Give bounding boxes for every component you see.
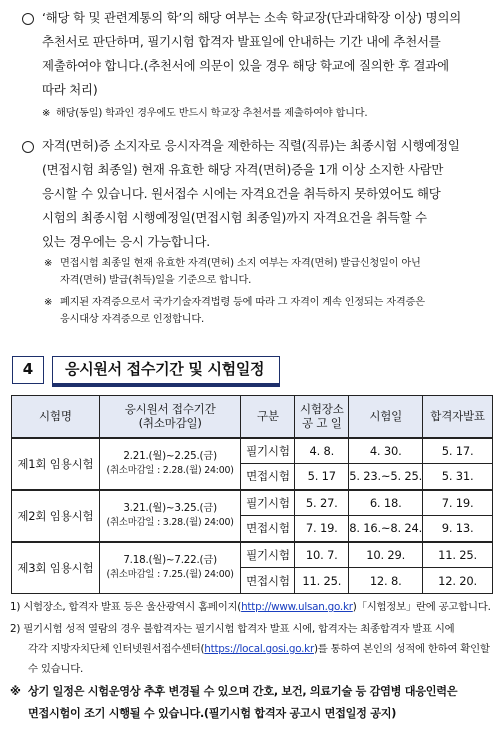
warning-line2: 면접시험이 조기 시행될 수 있습니다.(필기시험 합격자 공고시 면접일정 공지) (28, 707, 397, 720)
announce-cell: 11. 25. (295, 568, 349, 594)
footnote-2-line3: 수 있습니다. (28, 663, 84, 675)
section-title: 응시원서 접수기간 및 시험일정 (52, 356, 280, 384)
footnote-1 (10, 600, 491, 615)
header-result: 합격자발표 (423, 396, 493, 438)
cancel-text: (취소마감일 : 3.28.(월) 24:00) (106, 517, 234, 528)
result-cell: 5. 31. (423, 464, 493, 490)
exam-date-cell: 10. 29. (349, 542, 423, 568)
warning-line1: 상기 일정은 시험운영상 추후 변경될 수 있으며 간호, 보건, 의료기술 등 감염병 대응인력은 (28, 685, 458, 698)
schedule-table (11, 395, 493, 594)
type-cell: 면접시험 (241, 464, 295, 490)
result-cell: 11. 25. (423, 542, 493, 568)
result-cell: 9. 13. (423, 516, 493, 542)
exam-date-cell: 5. 23.~5. 25. (349, 464, 423, 490)
para1-line-3: 제출하여야 합니다.(추천서에 의문이 있을 경우 해당 학교에 질의한 후 결과에 (42, 58, 449, 73)
header-announce-line2: 공 고 일 (301, 416, 342, 431)
exam-date-cell: 8. 16.~8. 24. (349, 516, 423, 542)
announce-cell: 7. 19. (295, 516, 349, 542)
header-type: 구분 (241, 396, 295, 438)
result-cell: 5. 17. (423, 438, 493, 464)
exam-name-cell: 제2회 임용시험 (12, 490, 100, 542)
note-mark: ※ (44, 297, 53, 308)
announce-cell: 5. 17 (295, 464, 349, 490)
header-announce (295, 396, 349, 438)
type-cell: 필기시험 (241, 490, 295, 516)
announce-cell: 4. 8. (295, 438, 349, 464)
header-announce-line1: 시험장소 (299, 402, 344, 417)
para2-line-4: 시험의 최종시험 시행예정일(면접시험 최종일)까지 자격요건을 취득할 수 (42, 210, 427, 225)
para2-note1-line2: 자격(면허) 발급(취득)일을 기준으로 합니다. (60, 275, 252, 286)
table-header-row (12, 396, 493, 438)
type-cell: 면접시험 (241, 516, 295, 542)
exam-date-cell: 12. 8. (349, 568, 423, 594)
header-period-line1: 응시원서 접수기간 (124, 402, 216, 417)
para1-line-2: 추천서로 판단하며, 필기시험 합격자 발표일에 안내하는 기간 내에 추천서를 (42, 34, 441, 49)
type-cell: 필기시험 (241, 438, 295, 464)
header-exam: 시험명 (12, 396, 100, 438)
note-mark: ※ (44, 258, 53, 269)
type-cell: 필기시험 (241, 542, 295, 568)
result-cell: 7. 19. (423, 490, 493, 516)
footnote-1-suffix: )「시험정보」란에 공고합니다. (352, 601, 491, 613)
para1-note: 해당(동일) 학과인 경우에도 반드시 학교장 추천서를 제출하여야 합니다. (56, 108, 368, 119)
footnote-2-line1: 2) 필기시험 성적 열람의 경우 불합격자는 필기시험 합격자 발표 시에, 합격자는 최종합격자 발표 시에 (10, 623, 455, 635)
period-cell (99, 490, 241, 542)
period-cell (99, 438, 241, 490)
note-mark: ※ (42, 108, 51, 119)
type-cell: 면접시험 (241, 568, 295, 594)
footnote-1-prefix: 1) 시험장소, 합격자 발표 등은 울산광역시 홈페이지( (10, 601, 242, 613)
para1-line-1: ‘해당 학 및 관련계통의 학’의 해당 여부는 소속 학교장(단과대학장 이상) 명의의 (42, 10, 461, 25)
section-underline (52, 384, 280, 387)
para2-line-2: (면접시험 최종일) 현재 유효한 해당 자격(면허)증을 1개 이상 소지한 사람만 (42, 162, 444, 177)
exam-name-cell: 제3회 임용시험 (12, 542, 100, 594)
para1-line-4: 따라 처리) (42, 82, 98, 97)
footnote-2-line2 (28, 642, 490, 657)
period-text: 3.21.(월)~3.25.(금) (123, 502, 217, 514)
table-row (12, 438, 493, 464)
footnote-2-suffix: )를 통하여 본인의 성적에 한하여 확인할 (313, 643, 490, 655)
exam-date-cell: 6. 18. (349, 490, 423, 516)
footnote-2-prefix: 각각 지방자치단체 인터넷원서접수센터( (28, 643, 205, 655)
cancel-text: (취소마감일 : 2.28.(월) 24:00) (106, 465, 234, 476)
ulsan-homepage-link[interactable]: http://www.ulsan.go.kr (241, 601, 353, 613)
header-period (99, 396, 241, 438)
period-text: 2.21.(월)~2.25.(금) (123, 450, 217, 462)
exam-date-cell: 4. 30. (349, 438, 423, 464)
para2-line-1: 자격(면허)증 소지자로 응시자격을 제한하는 직렬(직류)는 최종시험 시행예정일 (42, 138, 460, 153)
cancel-text: (취소마감일 : 7.25.(월) 24:00) (106, 569, 234, 581)
announce-cell: 5. 27. (295, 490, 349, 516)
announce-cell: 10. 7. (295, 542, 349, 568)
header-exam-date: 시험일 (349, 396, 423, 438)
gosi-link[interactable]: https://local.gosi.go.kr (204, 643, 314, 655)
para2-line-5: 있는 경우에는 응시 가능합니다. (42, 234, 210, 249)
period-text: 7.18.(월)~7.22.(금) (123, 554, 217, 567)
section-number: 4 (12, 356, 44, 384)
result-cell: 12. 20. (423, 568, 493, 594)
table-row (12, 542, 493, 568)
warning-mark: ※ (10, 685, 21, 698)
header-period-line2: (취소마감일) (138, 416, 202, 431)
exam-name-cell: 제1회 임용시험 (12, 438, 100, 490)
para2-note2-line2: 응시대상 자격증으로 인정합니다. (60, 314, 205, 325)
para2-note1-line1: 면접시험 최종일 현재 유효한 자격(면허) 소지 여부는 자격(면허) 발급신청일이 아닌 (60, 258, 421, 269)
table-row (12, 490, 493, 516)
para2-note2-line1: 폐지된 자격증으로서 국가기술자격법령 등에 따라 그 자격이 계속 인정되는 자격증은 (60, 297, 425, 308)
period-cell (99, 542, 241, 594)
para2-line-3: 응시할 수 있습니다. 원서접수 시에는 자격요건을 취득하지 못하였어도 해당 (42, 186, 441, 201)
bullet-circle (22, 13, 34, 25)
bullet-circle (22, 141, 34, 153)
